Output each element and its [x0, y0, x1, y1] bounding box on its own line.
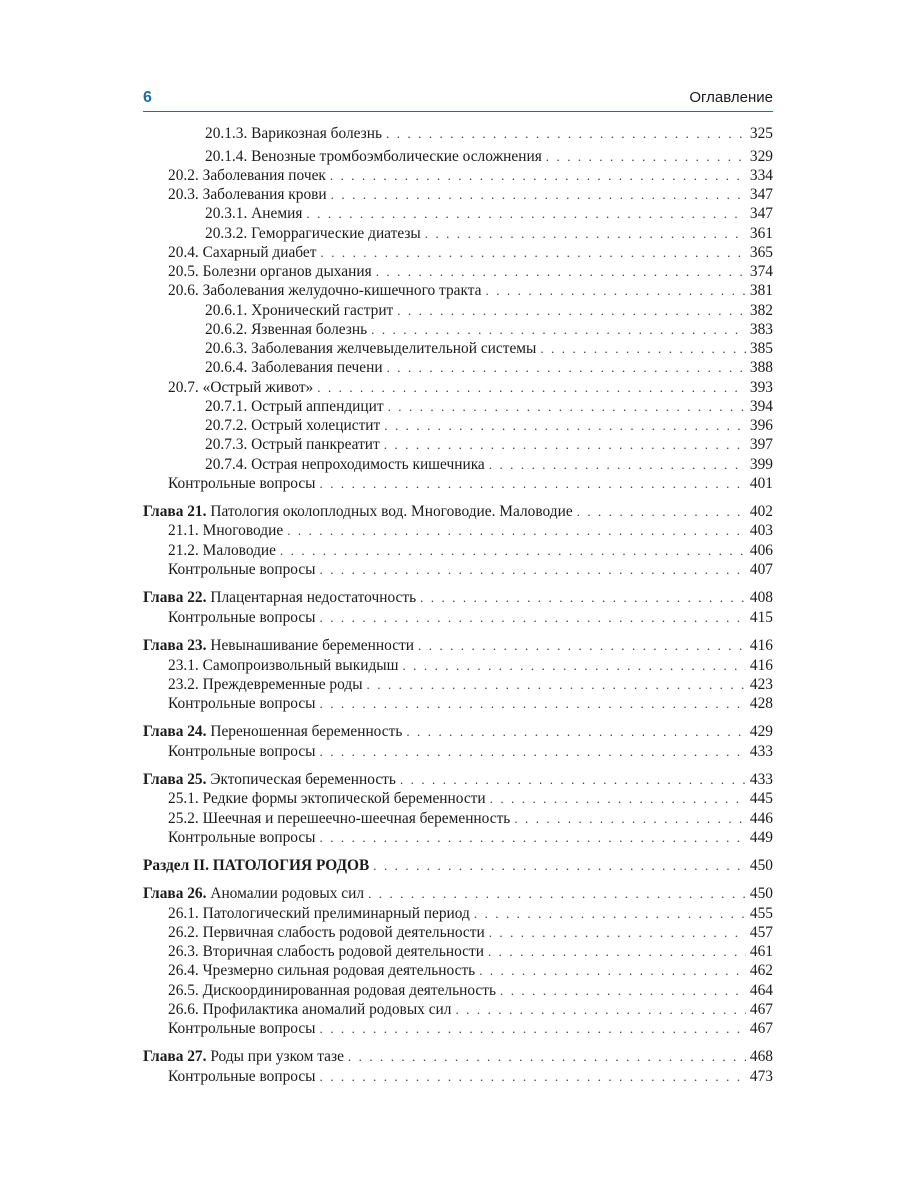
dot-leader — [489, 455, 746, 474]
toc-chapter-prefix: Глава 25. — [143, 771, 207, 788]
toc-entry-title: 20.6.1. Хронический гастрит — [205, 302, 394, 319]
toc-entry — [143, 502, 773, 521]
toc-entry — [205, 301, 773, 320]
toc-entry — [168, 608, 773, 627]
toc-entry — [205, 320, 773, 339]
toc-entry — [205, 416, 773, 435]
toc-page-number: 450 — [749, 885, 773, 902]
dot-leader — [402, 656, 745, 675]
dot-leader — [368, 884, 746, 903]
toc-entry-title: Глава 27. Роды при узком тазе — [143, 1048, 344, 1065]
toc-entry — [143, 856, 773, 875]
dot-leader — [384, 416, 746, 435]
toc-page-number: 394 — [749, 398, 773, 415]
dot-leader — [330, 166, 746, 185]
page-number: 6 — [143, 89, 152, 106]
dot-leader — [320, 742, 746, 761]
toc-chapter-prefix: Глава 23. — [143, 637, 207, 654]
toc-entry — [168, 961, 773, 980]
toc-entry — [168, 942, 773, 961]
toc-entry — [168, 1067, 773, 1086]
toc-page-number: 402 — [749, 503, 773, 520]
dot-leader — [348, 1047, 746, 1066]
dot-leader — [373, 856, 746, 875]
toc-entry — [205, 397, 773, 416]
toc-entry-title: Глава 23. Невынашивание беременности — [143, 637, 414, 654]
toc-entry-title: 20.1.4. Венозные тромбоэмболические осложнения — [205, 148, 542, 165]
dot-leader — [400, 770, 746, 789]
toc-entry-title: 20.6. Заболевания желудочно-кишечного тракта — [168, 282, 482, 299]
dot-leader — [420, 588, 746, 607]
toc-entry-title: 25.1. Редкие формы эктопической беременности — [168, 790, 486, 807]
toc-entry-title: 20.3. Заболевания крови — [168, 186, 327, 203]
toc-page-number: 416 — [749, 637, 773, 654]
toc-entry-title: 20.2. Заболевания почек — [168, 167, 326, 184]
toc-entry-title: Глава 21. Патология околоплодных вод. Многоводие. Маловодие — [143, 503, 573, 520]
toc-page-number: 457 — [749, 924, 773, 941]
toc-chapter-prefix: Раздел II. ПАТОЛОГИЯ РОДОВ — [143, 857, 370, 874]
toc-page-number: 374 — [749, 263, 773, 280]
dot-leader — [425, 224, 746, 243]
dot-leader — [320, 828, 746, 847]
dot-leader — [397, 301, 746, 320]
toc-entry — [168, 923, 773, 942]
toc-page-number: 455 — [749, 905, 773, 922]
dot-leader — [320, 1019, 746, 1038]
toc-page-number: 468 — [749, 1048, 773, 1065]
toc-page-number: 401 — [749, 475, 773, 492]
toc-entry — [205, 224, 773, 243]
toc-entry-title: 20.6.4. Заболевания печени — [205, 359, 383, 376]
toc-page-number: 462 — [749, 962, 773, 979]
dot-leader — [320, 1067, 746, 1086]
dot-leader — [376, 262, 746, 281]
toc-entry — [168, 262, 773, 281]
toc-entry-title: Контрольные вопросы — [168, 743, 316, 760]
dot-leader — [317, 378, 746, 397]
toc-entry — [168, 521, 773, 540]
toc-entry — [168, 694, 773, 713]
dot-leader — [474, 904, 746, 923]
toc-entry-title: Контрольные вопросы — [168, 561, 316, 578]
toc-page-number: 383 — [749, 321, 773, 338]
toc-entry — [168, 981, 773, 1000]
dot-leader — [384, 435, 746, 454]
toc-page-number: 423 — [749, 676, 773, 693]
toc-entry — [143, 636, 773, 655]
toc-entry-title: 20.7.3. Острый панкреатит — [205, 436, 380, 453]
toc-entry — [168, 474, 773, 493]
toc-page-number: 446 — [749, 810, 773, 827]
toc-chapter-prefix: Глава 22. — [143, 589, 207, 606]
dot-leader — [321, 243, 746, 262]
toc-entry — [168, 789, 773, 808]
toc-page-number: 393 — [749, 379, 773, 396]
toc-chapter-prefix: Глава 21. — [143, 503, 207, 520]
toc-entry-title: 20.1.3. Варикозная болезнь — [205, 125, 383, 142]
toc-entry — [168, 828, 773, 847]
toc-page-number: 397 — [749, 436, 773, 453]
toc-entry-title: 20.5. Болезни органов дыхания — [168, 263, 372, 280]
dot-leader — [280, 541, 746, 560]
toc-entry — [168, 904, 773, 923]
toc-entry-title: 20.6.3. Заболевания желчевыделительной системы — [205, 340, 537, 357]
toc-entry-title: Глава 25. Эктопическая беременность — [143, 771, 396, 788]
toc-entry — [168, 656, 773, 675]
toc-entry — [168, 185, 773, 204]
toc-entry-title: Контрольные вопросы — [168, 695, 316, 712]
dot-leader — [331, 185, 746, 204]
toc-chapter-prefix: Глава 27. — [143, 1048, 207, 1065]
toc-entry-title: 21.2. Маловодие — [168, 542, 276, 559]
toc-entry — [168, 560, 773, 579]
dot-leader — [287, 521, 746, 540]
toc-entry — [205, 339, 773, 358]
dot-leader — [486, 281, 746, 300]
toc-page-number: 464 — [749, 982, 773, 999]
toc-page-number: 347 — [749, 205, 773, 222]
dot-leader — [388, 397, 746, 416]
toc-page-number: 406 — [749, 542, 773, 559]
toc-entry — [143, 770, 773, 789]
toc-entry — [205, 455, 773, 474]
toc-entry-title: 20.4. Сахарный диабет — [168, 244, 317, 261]
toc-entry — [168, 742, 773, 761]
toc-page-number: 388 — [749, 359, 773, 376]
header-rule — [143, 111, 773, 112]
dot-leader — [306, 204, 745, 223]
dot-leader — [371, 320, 746, 339]
dot-leader — [320, 560, 746, 579]
dot-leader — [387, 358, 746, 377]
dot-leader — [418, 636, 746, 655]
toc-page-number: 415 — [749, 609, 773, 626]
dot-leader — [367, 675, 746, 694]
toc-page-number: 433 — [749, 771, 773, 788]
dot-leader — [488, 942, 746, 961]
toc-page-number: 467 — [749, 1001, 773, 1018]
toc-entry — [168, 541, 773, 560]
toc-entry — [205, 358, 773, 377]
toc-entry-title: 25.2. Шеечная и перешеечно-шеечная беременность — [168, 810, 511, 827]
toc-page-number: 416 — [749, 657, 773, 674]
toc-page-number: 399 — [749, 456, 773, 473]
toc-entry-title: 26.4. Чрезмерно сильная родовая деятельность — [168, 962, 476, 979]
toc-entry — [205, 435, 773, 454]
toc-entry-title: 26.3. Вторичная слабость родовой деятельности — [168, 943, 484, 960]
toc-entry — [168, 1019, 773, 1038]
toc-entry-title: 20.7.2. Острый холецистит — [205, 417, 381, 434]
toc-entry-title: 21.1. Многоводие — [168, 522, 284, 539]
dot-leader — [490, 789, 746, 808]
page-header — [143, 89, 773, 107]
toc-page-number: 408 — [749, 589, 773, 606]
toc-entry-title: 20.3.2. Геморрагические диатезы — [205, 225, 421, 242]
dot-leader — [577, 502, 746, 521]
toc-entry — [168, 809, 773, 828]
toc-page-number: 325 — [749, 125, 773, 142]
toc-entry-title: 26.2. Первичная слабость родовой деятельности — [168, 924, 485, 941]
dot-leader — [455, 1000, 745, 1019]
toc-page-number: 385 — [749, 340, 773, 357]
dot-leader — [479, 961, 746, 980]
toc-page-number: 347 — [749, 186, 773, 203]
dot-leader — [320, 474, 746, 493]
toc-entry — [205, 124, 773, 143]
toc-entry — [168, 378, 773, 397]
dot-leader — [489, 923, 746, 942]
toc-entry-title: Контрольные вопросы — [168, 475, 316, 492]
running-title: Оглавление — [689, 89, 773, 106]
toc-page-number: 381 — [749, 282, 773, 299]
toc-entry-title: 26.1. Патологический прелиминарный период — [168, 905, 470, 922]
toc-entry — [205, 147, 773, 166]
toc-page-number: 396 — [749, 417, 773, 434]
toc-entry-title: 20.6.2. Язвенная болезнь — [205, 321, 368, 338]
toc-entry-title: Глава 26. Аномалии родовых сил — [143, 885, 365, 902]
toc-page-number: 429 — [749, 723, 773, 740]
dot-leader — [540, 339, 746, 358]
toc-entry-title: Контрольные вопросы — [168, 609, 316, 626]
toc-entry-title: 20.7.4. Острая непроходимость кишечника — [205, 456, 485, 473]
toc-page-number: 433 — [749, 743, 773, 760]
toc-chapter-prefix: Глава 24. — [143, 723, 207, 740]
toc-page-number: 407 — [749, 561, 773, 578]
toc-page-number: 329 — [749, 148, 773, 165]
dot-leader — [320, 694, 746, 713]
dot-leader — [546, 147, 746, 166]
toc-entry-title: Контрольные вопросы — [168, 1068, 316, 1085]
toc-entry — [205, 204, 773, 223]
toc-page-number: 449 — [749, 829, 773, 846]
dot-leader — [406, 722, 746, 741]
toc-entry — [168, 166, 773, 185]
toc-entry-title: Глава 24. Переношенная беременность — [143, 723, 403, 740]
toc-entry-title: 26.6. Профилактика аномалий родовых сил — [168, 1001, 452, 1018]
toc-page-number: 334 — [749, 167, 773, 184]
toc-entry — [143, 588, 773, 607]
toc-page-number: 428 — [749, 695, 773, 712]
toc-entry — [143, 722, 773, 741]
toc-entry-title — [143, 856, 369, 875]
toc-page-number: 382 — [749, 302, 773, 319]
dot-leader — [500, 981, 746, 1000]
toc-entry — [168, 281, 773, 300]
dot-leader — [514, 809, 746, 828]
toc-entry-title: Контрольные вопросы — [168, 829, 316, 846]
toc-entry-title: 23.2. Преждевременные роды — [168, 676, 363, 693]
toc-page-number: 467 — [749, 1020, 773, 1037]
toc-entry — [168, 675, 773, 694]
toc-entry-title: 20.3.1. Анемия — [205, 205, 303, 222]
toc-page-number: 461 — [749, 943, 773, 960]
toc-page-number: 403 — [749, 522, 773, 539]
toc-page-number: 450 — [749, 857, 773, 874]
dot-leader — [386, 124, 746, 143]
dot-leader — [320, 608, 746, 627]
toc-page-number: 445 — [749, 790, 773, 807]
toc-entry-title: Контрольные вопросы — [168, 1020, 316, 1037]
toc-entry-title: 23.1. Самопроизвольный выкидыш — [168, 657, 399, 674]
toc-entry — [168, 243, 773, 262]
toc-entry — [143, 1047, 773, 1066]
toc-page-number: 473 — [749, 1068, 773, 1085]
toc-entry-title: 26.5. Дискоординированная родовая деятельность — [168, 982, 497, 999]
toc-page-number: 361 — [749, 225, 773, 242]
toc-entry — [143, 884, 773, 903]
toc-entry — [168, 1000, 773, 1019]
toc-chapter-prefix: Глава 26. — [143, 885, 207, 902]
toc-entry-title: 20.7.1. Острый аппендицит — [205, 398, 384, 415]
toc-page-number: 365 — [749, 244, 773, 261]
toc-entry-title: Глава 22. Плацентарная недостаточность — [143, 589, 417, 606]
toc-entry-title: 20.7. «Острый живот» — [168, 379, 314, 396]
